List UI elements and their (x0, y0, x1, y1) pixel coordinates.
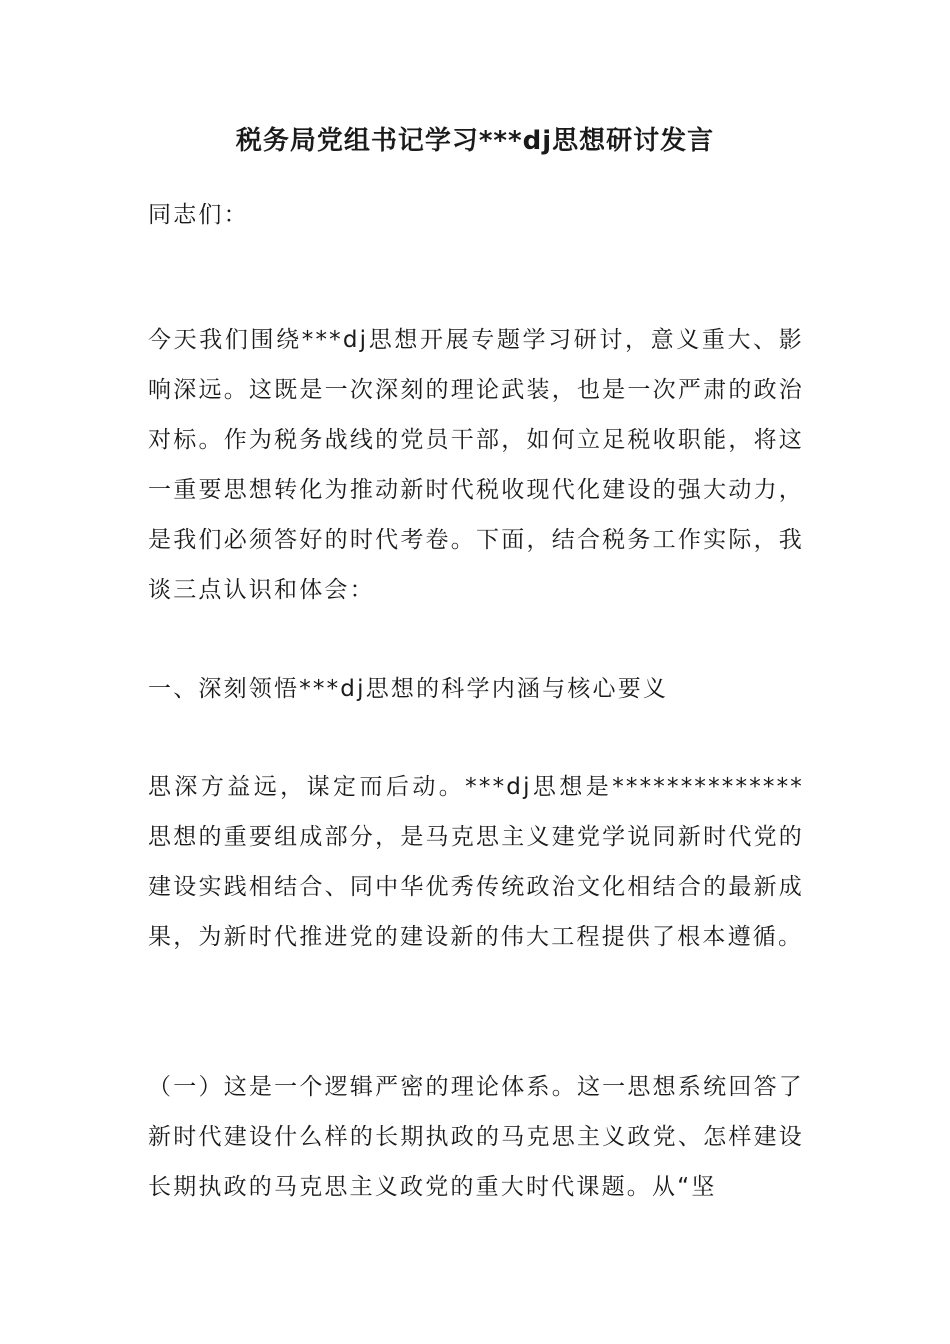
document-title: 税务局党组书记学习***dj思想研讨发言 (235, 126, 715, 156)
intro-paragraph: 今天我们围绕***dj思想开展专题学习研讨，意义重大、影响深远。这既是一次深刻的理论武装，也是一次严肃的政治对标。作为税务战线的党员干部，如何立足税收职能，将这一重要思想转化为推动新时代税收现代化建设的强大动力，是我们必须答好的时代考卷。下面，结合税务工作实际，我谈三点认识和体会： (148, 327, 804, 603)
section-heading-1: 一、深刻领悟***dj思想的科学内涵与核心要义 (148, 676, 669, 702)
greeting-paragraph: 同志们： (148, 202, 249, 228)
body-paragraph: 思深方益远，谋定而后动。***dj思想是**************思想的重要组成部分，是马克思主义建党学说同新时代党的建设实践相结合、同中华优秀传统政治文化相结合的最新成果，为新时代推进党的建设新的伟大工程提供了根本遵循。 (148, 774, 804, 950)
body-paragraph: （一）这是一个逻辑严密的理论体系。这一思想系统回答了新时代建设什么样的长期执政的马克思主义政党、怎样建设长期执政的马克思主义政党的重大时代课题。从“坚 (148, 1074, 804, 1200)
